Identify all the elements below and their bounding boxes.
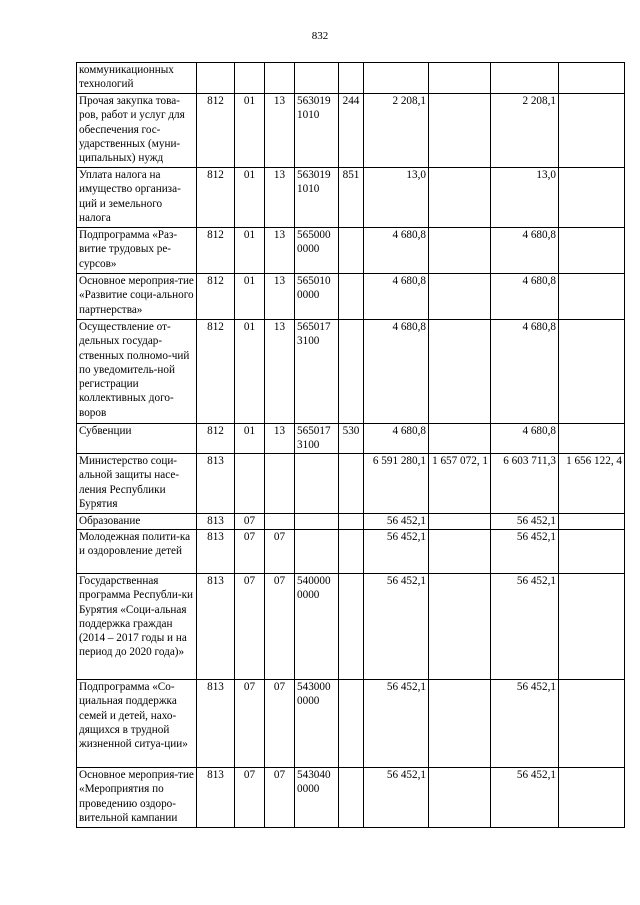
- cell-ext-2016: [429, 530, 491, 574]
- cell-sum-2017: 4 680,8: [491, 320, 559, 424]
- cell-sum-2017: 13,0: [491, 168, 559, 228]
- cell-ext-2017: [559, 514, 625, 530]
- table-row: [77, 530, 625, 574]
- cell-sum-2017: 4 680,8: [491, 228, 559, 274]
- cell-name: коммуникационных технологий: [77, 63, 197, 94]
- cell-ext-2017: 1 656 122, 4: [559, 454, 625, 514]
- cell-rz: 01: [235, 228, 265, 274]
- cell-ved: 813: [197, 574, 235, 680]
- cell-sum-2016: 56 452,1: [364, 768, 429, 828]
- cell-ved: 813: [197, 680, 235, 768]
- cell-csr: 543000 0000: [295, 680, 339, 768]
- cell-csr: [295, 530, 339, 574]
- cell-ext-2017: [559, 274, 625, 320]
- cell-pr: 13: [265, 274, 295, 320]
- cell-pr: 13: [265, 228, 295, 274]
- cell-name: Молодежная полити-ка и оздоровление детей: [77, 530, 197, 574]
- cell-vr: 851: [339, 168, 364, 228]
- cell-vr: [339, 63, 364, 94]
- cell-rz: 07: [235, 530, 265, 574]
- cell-name: Осуществление от-дельных государ-ственных полномо-чий по уведомитель-ной регистрации коллективных дого-воров: [77, 320, 197, 424]
- cell-ext-2017: [559, 574, 625, 680]
- cell-ved: 812: [197, 94, 235, 168]
- cell-ved: 812: [197, 320, 235, 424]
- cell-sum-2017: 56 452,1: [491, 514, 559, 530]
- page-number: 832: [311, 30, 329, 42]
- cell-csr: [295, 454, 339, 514]
- cell-csr: [295, 514, 339, 530]
- cell-vr: [339, 574, 364, 680]
- cell-ext-2017: [559, 228, 625, 274]
- cell-ved: 813: [197, 768, 235, 828]
- cell-ext-2017: [559, 94, 625, 168]
- cell-vr: 244: [339, 94, 364, 168]
- cell-sum-2017: 56 452,1: [491, 768, 559, 828]
- cell-rz: [235, 454, 265, 514]
- table-row: [77, 514, 625, 530]
- cell-vr: [339, 530, 364, 574]
- cell-sum-2017: 4 680,8: [491, 274, 559, 320]
- cell-ext-2016: [429, 574, 491, 680]
- cell-ved: 813: [197, 454, 235, 514]
- cell-ext-2016: [429, 228, 491, 274]
- cell-csr: 565010 0000: [295, 274, 339, 320]
- cell-vr: 530: [339, 424, 364, 454]
- cell-pr: 07: [265, 768, 295, 828]
- cell-vr: [339, 514, 364, 530]
- cell-vr: [339, 680, 364, 768]
- cell-sum-2016: 13,0: [364, 168, 429, 228]
- cell-vr: [339, 454, 364, 514]
- cell-sum-2017: [491, 63, 559, 94]
- cell-ext-2016: [429, 94, 491, 168]
- cell-pr: [265, 454, 295, 514]
- cell-ved: [197, 63, 235, 94]
- cell-rz: 07: [235, 768, 265, 828]
- cell-ext-2017: [559, 768, 625, 828]
- cell-rz: 01: [235, 424, 265, 454]
- cell-csr: 543040 0000: [295, 768, 339, 828]
- cell-name: Уплата налога на имущество организа-ций и земельного налога: [77, 168, 197, 228]
- table-row: [77, 228, 625, 274]
- cell-ext-2017: [559, 63, 625, 94]
- cell-ext-2017: [559, 320, 625, 424]
- cell-sum-2017: 6 603 711,3: [491, 454, 559, 514]
- cell-ext-2016: [429, 63, 491, 94]
- cell-sum-2017: 56 452,1: [491, 530, 559, 574]
- cell-sum-2017: 56 452,1: [491, 574, 559, 680]
- cell-pr: 07: [265, 574, 295, 680]
- cell-ved: 813: [197, 530, 235, 574]
- cell-ext-2017: [559, 680, 625, 768]
- cell-name: Подпрограмма «Раз-витие трудовых ре-сурсов»: [77, 228, 197, 274]
- cell-ext-2017: [559, 530, 625, 574]
- cell-sum-2017: 2 208,1: [491, 94, 559, 168]
- cell-rz: 01: [235, 274, 265, 320]
- cell-rz: 07: [235, 514, 265, 530]
- cell-sum-2016: 2 208,1: [364, 94, 429, 168]
- cell-csr: 565000 0000: [295, 228, 339, 274]
- cell-ext-2016: 1 657 072, 1: [429, 454, 491, 514]
- cell-sum-2016: 4 680,8: [364, 274, 429, 320]
- table-row: [77, 574, 625, 680]
- cell-ext-2016: [429, 320, 491, 424]
- cell-vr: [339, 274, 364, 320]
- cell-csr: 563019 1010: [295, 94, 339, 168]
- cell-pr: 13: [265, 94, 295, 168]
- cell-name: Субвенции: [77, 424, 197, 454]
- table-row: [77, 274, 625, 320]
- cell-csr: 563019 1010: [295, 168, 339, 228]
- cell-csr: 565017 3100: [295, 424, 339, 454]
- cell-name: Основное мероприя-тие «Развитие соци-ального партнерства»: [77, 274, 197, 320]
- cell-rz: 07: [235, 680, 265, 768]
- table-row: [77, 320, 625, 424]
- cell-sum-2016: 4 680,8: [364, 424, 429, 454]
- cell-ext-2017: [559, 424, 625, 454]
- cell-pr: 07: [265, 680, 295, 768]
- cell-rz: 01: [235, 320, 265, 424]
- cell-vr: [339, 768, 364, 828]
- cell-name: Образование: [77, 514, 197, 530]
- cell-ved: 813: [197, 514, 235, 530]
- cell-sum-2016: 56 452,1: [364, 680, 429, 768]
- cell-sum-2017: 56 452,1: [491, 680, 559, 768]
- cell-csr: 565017 3100: [295, 320, 339, 424]
- cell-ved: 812: [197, 168, 235, 228]
- cell-sum-2016: 56 452,1: [364, 514, 429, 530]
- table-row: [77, 454, 625, 514]
- cell-pr: 07: [265, 530, 295, 574]
- cell-pr: [265, 514, 295, 530]
- cell-ext-2016: [429, 168, 491, 228]
- cell-ext-2016: [429, 680, 491, 768]
- cell-name: Государственная программа Республи-ки Бурятия «Соци-альная поддержка граждан (2014 – 2017 годы и на период до 2020 года)»: [77, 574, 197, 680]
- cell-sum-2017: 4 680,8: [491, 424, 559, 454]
- cell-vr: [339, 228, 364, 274]
- cell-rz: [235, 63, 265, 94]
- cell-name: Подпрограмма «Со-циальная поддержка семей и детей, нахо-дящихся в трудной жизненной ситуа-ции»: [77, 680, 197, 768]
- cell-ext-2016: [429, 768, 491, 828]
- budget-table: [76, 62, 625, 828]
- cell-sum-2016: 56 452,1: [364, 574, 429, 680]
- cell-ved: 812: [197, 228, 235, 274]
- cell-rz: 01: [235, 94, 265, 168]
- table-row: [77, 94, 625, 168]
- cell-sum-2016: 56 452,1: [364, 530, 429, 574]
- table-row: [77, 768, 625, 828]
- cell-csr: [295, 63, 339, 94]
- cell-csr: 540000 0000: [295, 574, 339, 680]
- cell-ved: 812: [197, 274, 235, 320]
- cell-name: Основное мероприя-тие «Мероприятия по проведению оздоро-вительной кампании: [77, 768, 197, 828]
- cell-sum-2016: 4 680,8: [364, 228, 429, 274]
- cell-pr: 13: [265, 424, 295, 454]
- cell-ext-2016: [429, 274, 491, 320]
- cell-pr: [265, 63, 295, 94]
- cell-sum-2016: [364, 63, 429, 94]
- cell-pr: 13: [265, 168, 295, 228]
- cell-name: Министерство соци-альной защиты насе-ления Республики Бурятия: [77, 454, 197, 514]
- cell-pr: 13: [265, 320, 295, 424]
- table-row: [77, 168, 625, 228]
- cell-ext-2016: [429, 424, 491, 454]
- cell-ext-2016: [429, 514, 491, 530]
- cell-rz: 01: [235, 168, 265, 228]
- cell-rz: 07: [235, 574, 265, 680]
- cell-ext-2017: [559, 168, 625, 228]
- table-row: [77, 424, 625, 454]
- cell-sum-2016: 4 680,8: [364, 320, 429, 424]
- cell-name: Прочая закупка това-ров, работ и услуг для обеспечения гос-ударственных (муни-ципальных) нужд: [77, 94, 197, 168]
- cell-ved: 812: [197, 424, 235, 454]
- table-row: [77, 63, 625, 94]
- cell-vr: [339, 320, 364, 424]
- table-row: [77, 680, 625, 768]
- cell-sum-2016: 6 591 280,1: [364, 454, 429, 514]
